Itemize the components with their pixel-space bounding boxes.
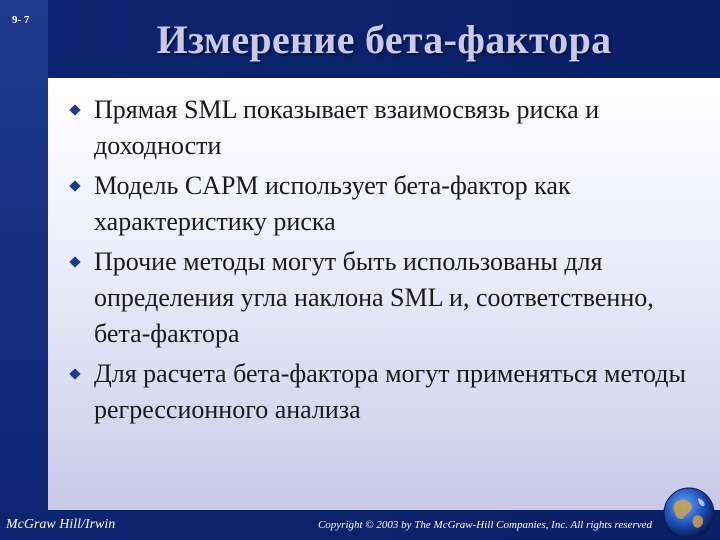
slide-title: Измерение бета-фактора	[156, 17, 612, 62]
copyright-notice: Copyright © 2003 by The McGraw-Hill Companies, Inc. All rights reserved	[317, 519, 652, 531]
globe-icon	[662, 486, 716, 540]
diamond-bullet-icon	[69, 256, 80, 267]
publisher-label: McGraw Hill/Irwin	[6, 517, 116, 532]
bullet-text: Модель CAPM использует бета-фактор как характеристику риска	[94, 171, 571, 236]
bullet-text: Прямая SML показывает взаимосвязь риска и доходности	[94, 95, 600, 160]
diamond-bullet-icon	[69, 104, 80, 115]
bullet-item	[68, 92, 708, 164]
bullet-item	[68, 356, 708, 428]
bullet-item	[68, 168, 708, 240]
diamond-bullet-icon	[69, 180, 80, 191]
slide-number: 9- 7	[12, 14, 30, 26]
bullet-item	[68, 244, 708, 352]
left-band	[0, 0, 48, 540]
content-panel	[48, 78, 720, 510]
bullet-text: Для расчета бета-фактора могут применяться методы регрессионного анализа	[94, 359, 686, 424]
bullet-list	[68, 92, 708, 432]
bullet-text: Прочие методы могут быть использованы для определения угла наклона SML и, соответственно, бета-фактора	[94, 247, 654, 348]
diamond-bullet-icon	[69, 368, 80, 379]
